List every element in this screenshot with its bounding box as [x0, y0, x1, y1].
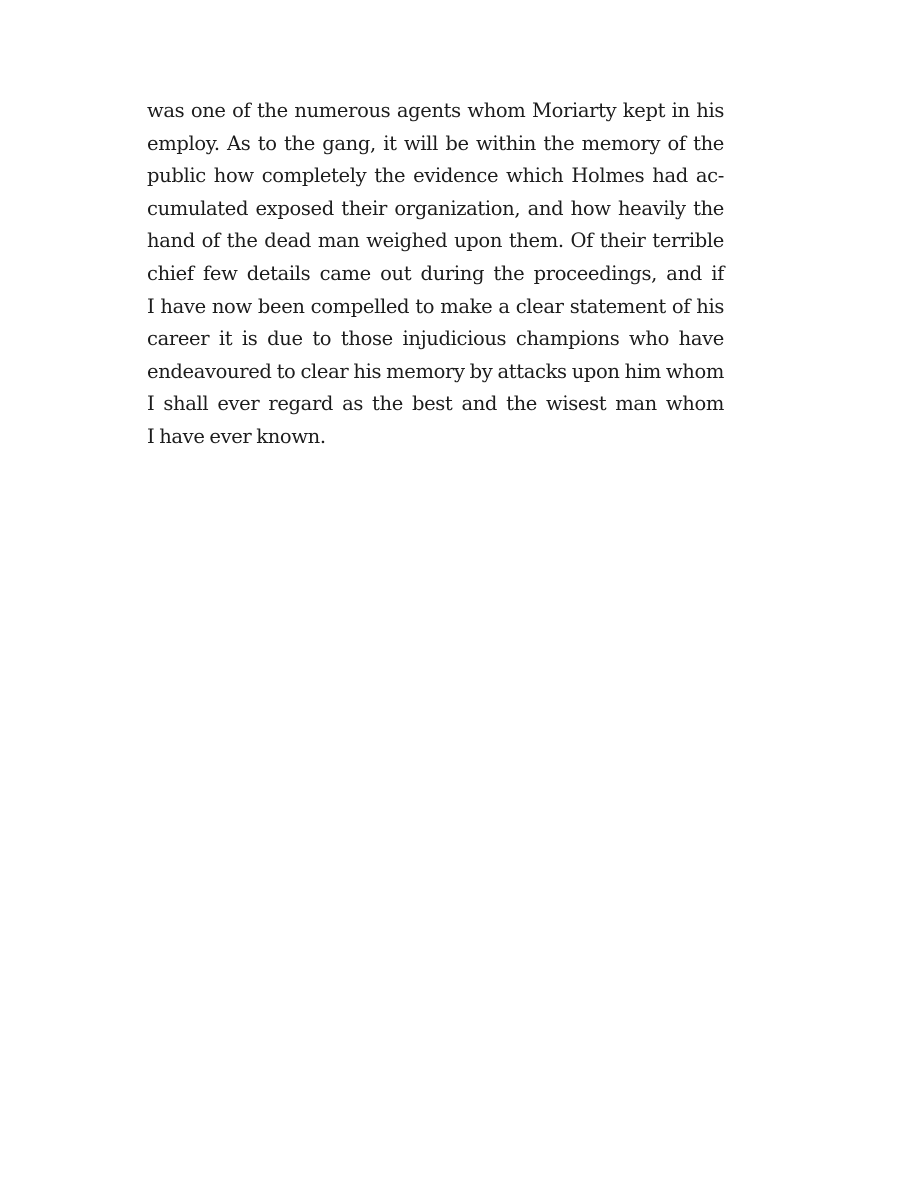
text-line: hand of the dead man weighed upon them. Of their terrible — [147, 229, 724, 253]
text-line: public how completely the evidence which Holmes had ac- — [147, 164, 724, 188]
text-line: chief few details came out during the proceedings, and if — [147, 261, 724, 285]
text-line: employ. As to the gang, it will be within the memory of the — [147, 131, 724, 155]
text-line: endeavoured to clear his memory by attacks upon him whom — [147, 359, 724, 383]
body-paragraph — [147, 95, 724, 454]
text-line: I shall ever regard as the best and the wisest man whom — [147, 392, 724, 416]
text-line: was one of the numerous agents whom Moriarty kept in his — [147, 99, 724, 122]
text-line: I have ever known. — [147, 424, 326, 448]
text-line: career it is due to those injudicious champions who have — [147, 327, 724, 351]
text-line: I have now been compelled to make a clear statement of his — [147, 294, 724, 318]
text-line: cumulated exposed their organization, and how heavily the — [147, 196, 724, 220]
